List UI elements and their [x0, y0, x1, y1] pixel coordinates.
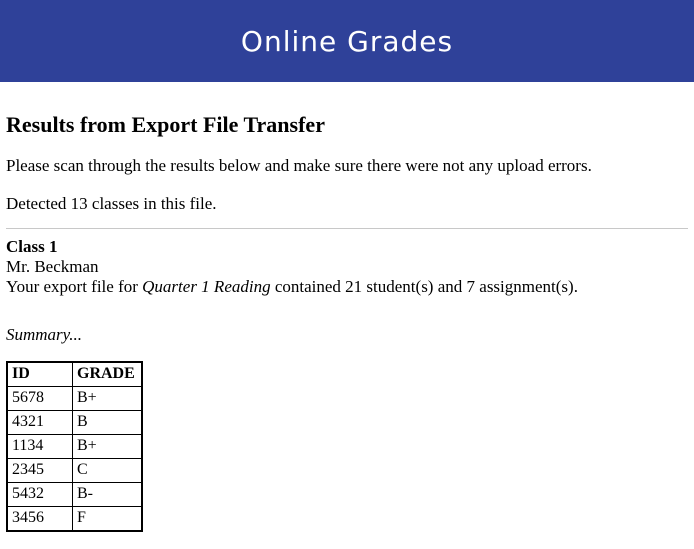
column-header-id: ID	[7, 362, 73, 387]
column-header-grade: GRADE	[73, 362, 143, 387]
grades-table-body	[7, 387, 142, 532]
table-header-row	[7, 362, 142, 387]
cell-grade: B+	[73, 387, 143, 411]
cell-id: 1134	[7, 435, 73, 459]
cell-grade: C	[73, 459, 143, 483]
table-row	[7, 411, 142, 435]
export-suffix: contained 21 student(s) and 7 assignment(s).	[270, 277, 578, 296]
grades-table-head	[7, 362, 142, 387]
main-content	[0, 112, 694, 532]
cell-grade: B+	[73, 435, 143, 459]
table-row	[7, 387, 142, 411]
export-course-name: Quarter 1 Reading	[142, 277, 271, 296]
site-title: Online Grades	[240, 24, 454, 58]
cell-id: 3456	[7, 507, 73, 532]
cell-grade: F	[73, 507, 143, 532]
grades-table	[6, 361, 143, 532]
detected-classes-text: Detected 13 classes in this file.	[6, 194, 217, 213]
table-row	[7, 435, 142, 459]
table-row	[7, 507, 142, 532]
cell-id: 2345	[7, 459, 73, 483]
page-banner	[0, 0, 694, 82]
page-title: Results from Export File Transfer	[6, 112, 325, 137]
teacher-name: Mr. Beckman	[6, 257, 99, 276]
intro-text: Please scan through the results below and make sure there were not any upload errors.	[6, 156, 592, 175]
cell-id: 5432	[7, 483, 73, 507]
cell-id: 5678	[7, 387, 73, 411]
divider	[6, 228, 688, 229]
export-summary-line	[6, 277, 688, 297]
export-prefix: Your export file for	[6, 277, 143, 296]
table-row	[7, 459, 142, 483]
cell-grade: B	[73, 411, 143, 435]
class-name: Class 1	[6, 237, 58, 256]
cell-id: 4321	[7, 411, 73, 435]
cell-grade: B-	[73, 483, 143, 507]
table-row	[7, 483, 142, 507]
summary-label: Summary...	[6, 325, 83, 344]
